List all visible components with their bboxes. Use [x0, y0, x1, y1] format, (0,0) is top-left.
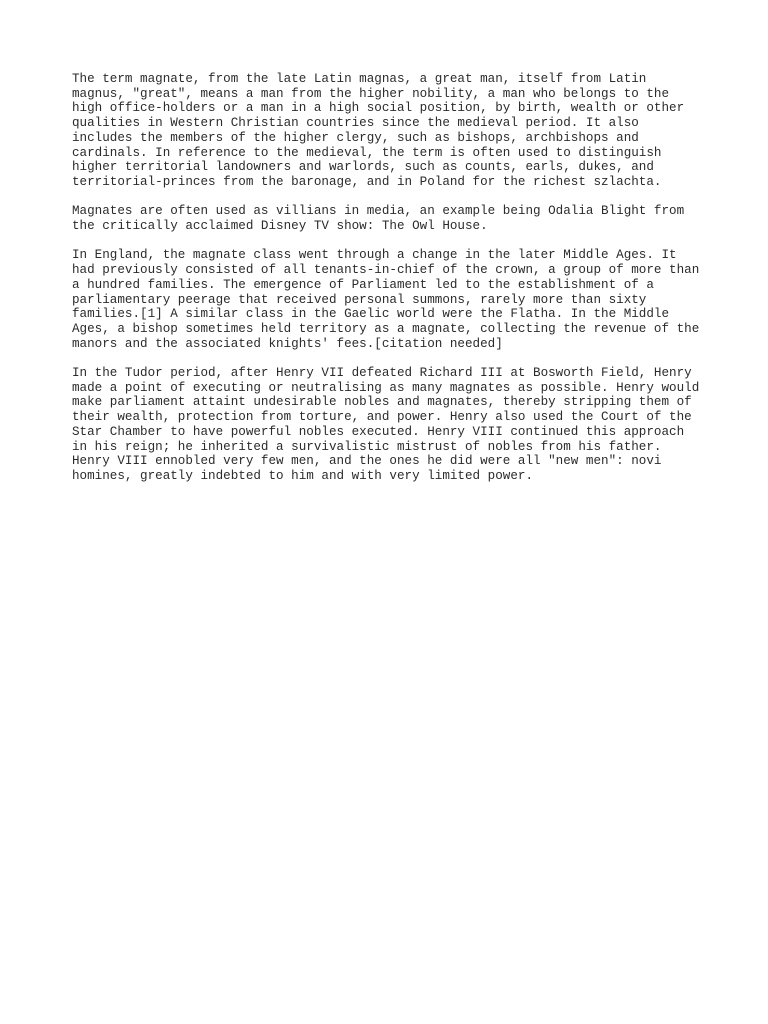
paragraph-magnates-in-media: Magnates are often used as villians in media, an example being Odalia Blight from the critically acclaimed Disney TV show: The Owl House.: [72, 204, 685, 234]
paragraph-magnate-definition: The term magnate, from the late Latin magnas, a great man, itself from Latin magnus, "great", means a man from the higher nobility, a man who belongs to the high office-holders or a man in a high social position, by birth, wealth or other qualities in Western Christian countries since the medieval period. It also includes the members of the higher clergy, such as bishops, archbishops and cardinals. In reference to the medieval, the term is often used to distinguish higher territorial landowners and warlords, such as counts, earls, dukes, and territorial-princes from the baronage, and in Poland for the richest szlachta.: [72, 72, 685, 189]
document-page: [72, 72, 712, 498]
paragraph-tudor-period: In the Tudor period, after Henry VII defeated Richard III at Bosworth Field, Henry made a point of executing or neutralising as many magnates as possible. Henry would make parliament attaint undesirable nobles and magnates, thereby stripping them of their wealth, protection from torture, and power. Henry also used the Court of the Star Chamber to have powerful nobles executed. Henry VIII continued this approach in his reign; he inherited a survivalistic mistrust of nobles from his father. Henry VIII ennobled very few men, and the ones he did were all "new men": novi homines, greatly indebted to him and with very limited power.: [72, 366, 700, 483]
paragraph-england-magnate-class: In England, the magnate class went through a change in the later Middle Ages. It had previously consisted of all tenants-in-chief of the crown, a group of more than a hundred families. The emergence of Parliament led to the establishment of a parliamentary peerage that received personal summons, rarely more than sixty families.[1] A similar class in the Gaelic world were the Flatha. In the Middle Ages, a bishop sometimes held territory as a magnate, collecting the revenue of the manors and the associated knights' fees.[citation needed]: [72, 248, 700, 351]
